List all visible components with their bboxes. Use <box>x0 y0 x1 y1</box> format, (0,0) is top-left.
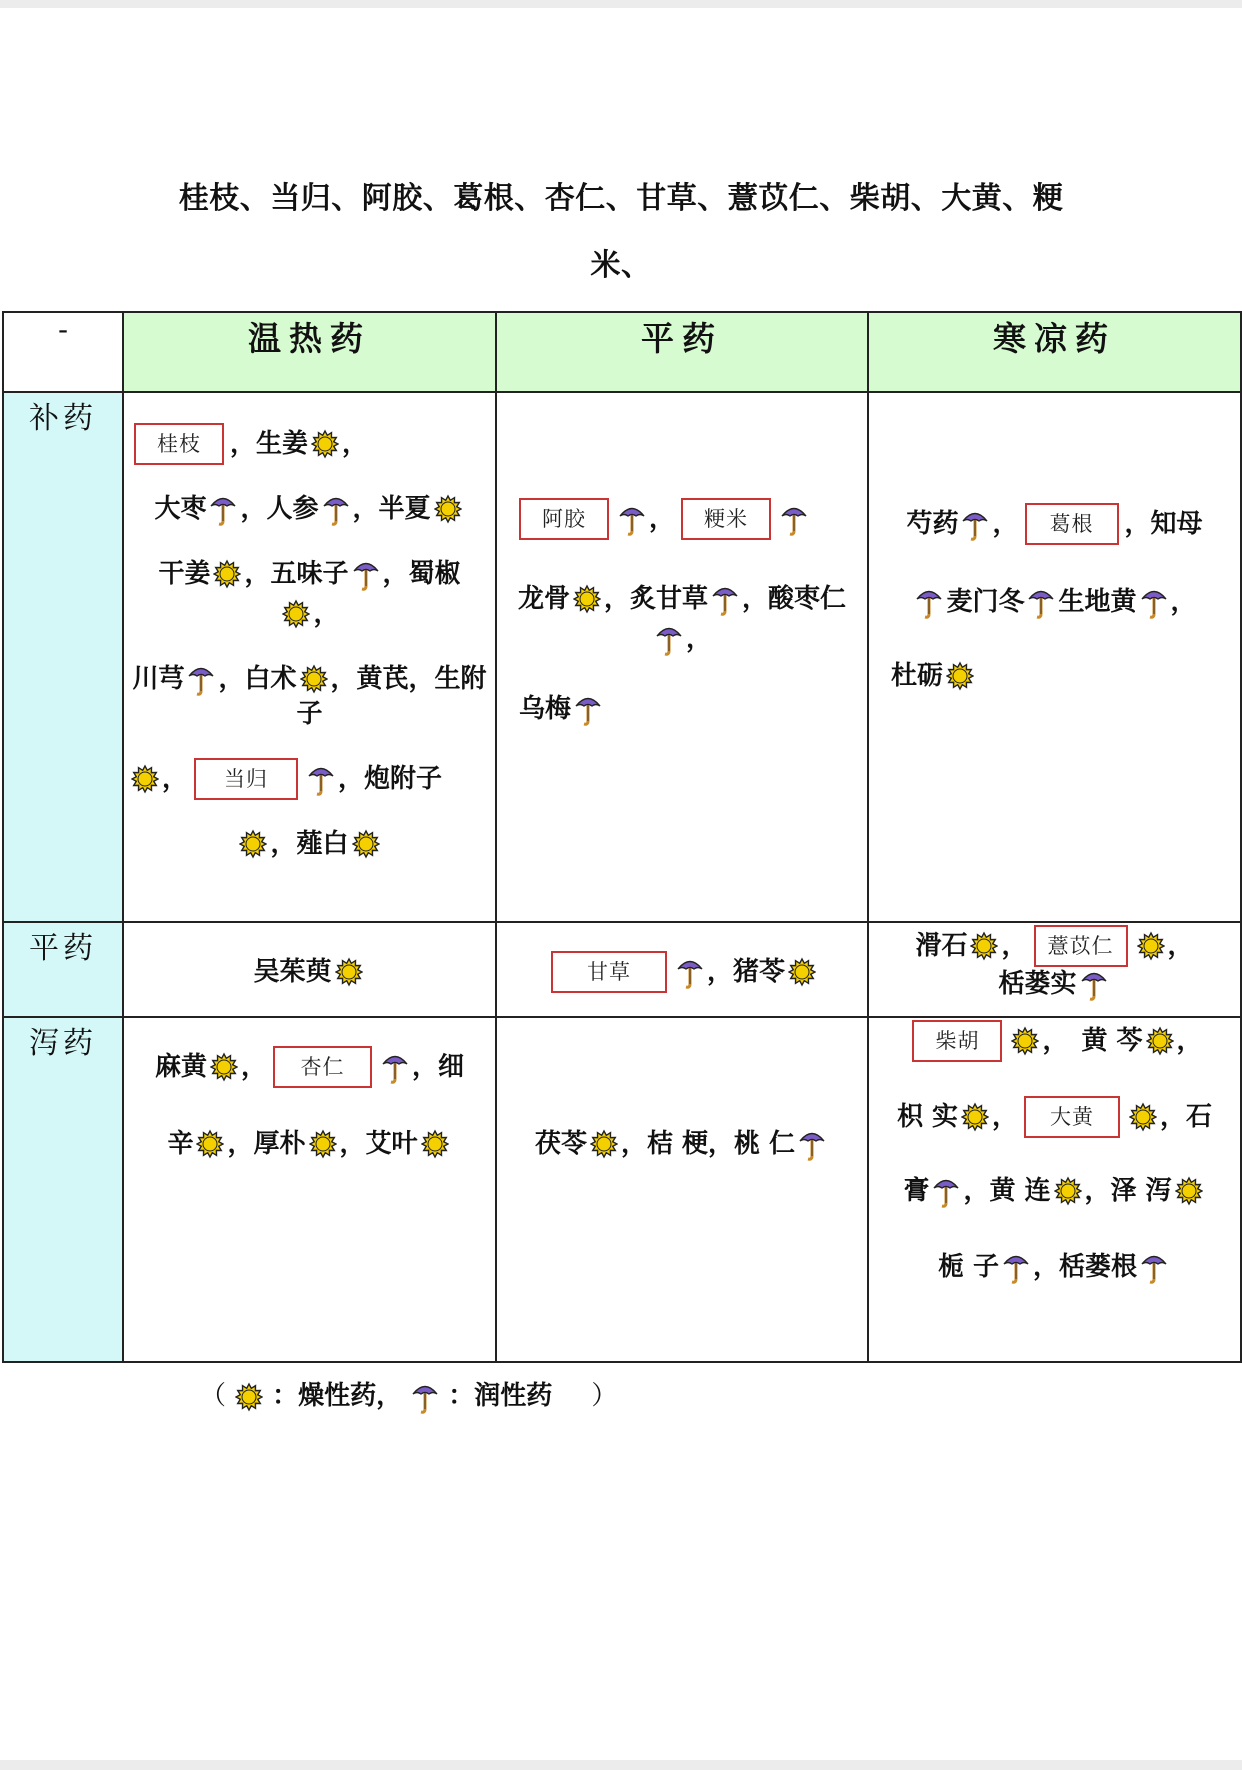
herb-text: 生地黄 <box>1058 586 1137 617</box>
herb-text: ，酸枣仁 <box>742 583 847 614</box>
sun-icon <box>590 1126 618 1162</box>
legend-dry-label: ：燥性药， <box>272 1381 403 1411</box>
sun-icon <box>300 661 328 697</box>
herb-classification-table <box>2 311 1242 1363</box>
herb-text: 龙骨 <box>517 583 570 614</box>
umbrella-icon <box>618 501 646 537</box>
cell-tonic-cold <box>868 392 1241 922</box>
umbrella-icon <box>1027 584 1055 620</box>
herb-text: 干姜 <box>158 558 211 589</box>
herb-text: ，艾叶 <box>339 1128 418 1159</box>
cell-purge-cold <box>868 1017 1241 1362</box>
boxed-herb-label: 粳米 <box>681 498 771 540</box>
umbrella-icon <box>711 581 739 617</box>
umbrella-icon <box>932 1173 960 1209</box>
herb-text: ，泽 泻 <box>1084 1175 1172 1206</box>
sun-icon <box>1175 1173 1203 1209</box>
column-header-neutral: 平药 <box>496 312 868 392</box>
umbrella-icon <box>1080 966 1108 1002</box>
cell-line <box>497 498 868 538</box>
cell-line <box>124 423 496 463</box>
sun-icon <box>970 928 998 964</box>
cell-line <box>497 578 867 618</box>
sun-icon <box>311 426 339 462</box>
herb-text: ，炮附子 <box>338 764 443 794</box>
cell-purge-neutral <box>496 1017 868 1362</box>
herb-text: 辛 <box>167 1128 194 1159</box>
umbrella-icon <box>187 661 215 697</box>
umbrella-icon <box>209 491 237 527</box>
herb-text: 栀 子 <box>937 1251 1000 1282</box>
cell-line <box>124 823 495 863</box>
cell-line <box>124 593 495 633</box>
cell-line <box>869 1170 1240 1210</box>
herb-text: ， <box>992 1102 1019 1132</box>
herb-text: 枳 实 <box>896 1102 959 1132</box>
herb-text: ， <box>1170 586 1197 617</box>
legend-close-paren: ） <box>591 1381 618 1411</box>
umbrella-icon <box>655 621 683 657</box>
sun-icon <box>309 1126 337 1162</box>
herb-text: ， <box>313 598 340 629</box>
herb-text: 芍药 <box>906 509 959 539</box>
column-header-warm: 温热药 <box>123 312 496 392</box>
herb-text: ， <box>342 429 369 459</box>
cell-tonic-neutral <box>496 392 868 922</box>
herb-text: ，细 <box>412 1052 465 1082</box>
umbrella-icon <box>676 954 704 990</box>
herb-text: 栝蒌实 <box>998 968 1077 999</box>
sun-icon <box>946 658 974 694</box>
cell-line <box>497 951 867 991</box>
cell-line <box>124 1123 495 1163</box>
sun-icon <box>1137 928 1165 964</box>
boxed-herb-label: 桂枝 <box>134 423 224 465</box>
herb-text: 乌梅 <box>519 693 572 724</box>
herb-text: ，薤白 <box>270 828 349 859</box>
herb-text: ， <box>1176 1026 1203 1056</box>
row-header-tonic: 补药 <box>3 392 123 922</box>
sun-icon <box>434 491 462 527</box>
sun-icon <box>282 596 310 632</box>
cell-line <box>869 1096 1240 1136</box>
herb-text: ，猪苓 <box>706 957 785 987</box>
cell-neutral-neutral <box>496 922 868 1017</box>
document-page <box>0 8 1242 1760</box>
boxed-herb-label: 柴胡 <box>912 1020 1002 1062</box>
sun-icon <box>196 1126 224 1162</box>
boxed-herb-label: 薏苡仁 <box>1034 925 1128 967</box>
cell-line <box>124 1046 495 1086</box>
corner-cell: - <box>3 312 123 392</box>
cell-line <box>497 618 867 658</box>
herb-text: ，人参 <box>240 493 319 524</box>
sun-icon <box>421 1126 449 1162</box>
sun-icon <box>1011 1023 1039 1059</box>
cell-line <box>869 503 1240 543</box>
herb-text: 大枣 <box>154 493 207 524</box>
boxed-herb-label: 葛根 <box>1025 503 1119 545</box>
sun-icon <box>1054 1173 1082 1209</box>
herb-text: ， <box>162 764 189 794</box>
cell-neutral-warm <box>123 922 496 1017</box>
herb-text: ，知母 <box>1124 509 1203 539</box>
legend <box>200 1376 617 1416</box>
cell-line <box>124 758 496 798</box>
umbrella-icon <box>961 506 989 542</box>
cell-line <box>124 951 495 991</box>
boxed-herb-label: 当归 <box>194 758 298 800</box>
cell-line <box>124 553 495 593</box>
umbrella-icon <box>780 501 808 537</box>
herb-text: ， <box>685 623 712 654</box>
herb-text: ，桔 梗，桃 仁 <box>620 1128 796 1159</box>
umbrella-icon <box>1140 1249 1168 1285</box>
cell-tonic-warm <box>123 392 496 922</box>
herb-text: ， <box>240 1052 267 1082</box>
herb-text: ，黄 连 <box>963 1175 1051 1206</box>
herb-text: 川芎 <box>132 663 185 694</box>
herb-text: ，厚朴 <box>227 1128 306 1159</box>
legend-moist-label: ：润性药 <box>448 1381 553 1411</box>
sun-icon <box>1129 1099 1157 1135</box>
herb-text: 杜砺 <box>891 660 944 691</box>
umbrella-icon <box>915 584 943 620</box>
umbrella-icon <box>381 1049 409 1085</box>
herb-text: ，蜀椒 <box>382 558 461 589</box>
cell-purge-warm <box>123 1017 496 1362</box>
row-header-neutral: 平药 <box>3 922 123 1017</box>
herb-text: 滑石 <box>915 931 968 961</box>
herb-text: ，栝蒌根 <box>1033 1251 1138 1282</box>
herb-text: 茯苓 <box>534 1128 587 1159</box>
sun-icon <box>352 826 380 862</box>
cell-line <box>869 925 1240 965</box>
umbrella-icon <box>411 1379 439 1415</box>
cell-neutral-cold <box>868 922 1241 1017</box>
sun-icon <box>1146 1023 1174 1059</box>
herb-list-line-2: 米、 <box>590 248 652 283</box>
herb-text: ，石 <box>1160 1102 1213 1132</box>
boxed-herb-label: 甘草 <box>551 951 667 993</box>
herb-text: 膏 <box>903 1175 930 1206</box>
herb-text: ， <box>649 504 676 534</box>
umbrella-icon <box>1002 1249 1030 1285</box>
cell-line <box>497 1123 867 1163</box>
cell-line <box>124 693 495 733</box>
boxed-herb-label: 大黄 <box>1024 1096 1120 1138</box>
umbrella-icon <box>352 556 380 592</box>
sun-icon <box>239 826 267 862</box>
cell-line <box>869 1020 1240 1060</box>
sun-icon <box>788 954 816 990</box>
umbrella-icon <box>307 761 335 797</box>
herb-text: 麦门冬 <box>946 586 1025 617</box>
herb-text: ，半夏 <box>352 493 431 524</box>
cell-line <box>869 655 1241 695</box>
herb-text: ，黄芪，生附 <box>330 663 487 694</box>
boxed-herb-label: 阿胶 <box>519 498 609 540</box>
herb-text: 麻黄 <box>154 1052 207 1082</box>
cell-line <box>124 488 495 528</box>
boxed-herb-label: 杏仁 <box>273 1046 372 1088</box>
sun-icon <box>573 581 601 617</box>
herb-text: ， <box>230 429 257 459</box>
legend-open-paren: （ <box>200 1381 227 1411</box>
cell-line <box>497 688 868 728</box>
cell-line <box>124 658 495 698</box>
sun-icon <box>131 761 159 797</box>
cell-line <box>869 1246 1240 1286</box>
umbrella-icon <box>574 691 602 727</box>
sun-icon <box>235 1379 263 1415</box>
herb-text: ， <box>992 509 1019 539</box>
cell-line <box>869 581 1240 621</box>
umbrella-icon <box>322 491 350 527</box>
herb-text: ， 黄 芩 <box>1042 1026 1143 1056</box>
cell-line <box>869 963 1240 1003</box>
herb-text: ， <box>1167 931 1194 961</box>
herb-text: ，炙甘草 <box>603 583 708 614</box>
sun-icon <box>335 954 363 990</box>
herb-text: 子 <box>296 698 323 729</box>
herb-text: 生姜 <box>256 429 309 459</box>
sun-icon <box>210 1049 238 1085</box>
herb-list-line-1: 桂枝、当归、阿胶、葛根、杏仁、甘草、薏苡仁、柴胡、大黄、粳 <box>178 181 1064 216</box>
herb-text: ，白术 <box>218 663 297 694</box>
umbrella-icon <box>798 1126 826 1162</box>
herb-text: ， <box>1001 931 1028 961</box>
sun-icon <box>961 1099 989 1135</box>
herb-text: 吴茱萸 <box>253 956 332 987</box>
herb-text: ，五味子 <box>244 558 349 589</box>
column-header-cold: 寒凉药 <box>868 312 1241 392</box>
umbrella-icon <box>1140 584 1168 620</box>
sun-icon <box>213 556 241 592</box>
row-header-purge: 泻药 <box>3 1017 123 1362</box>
